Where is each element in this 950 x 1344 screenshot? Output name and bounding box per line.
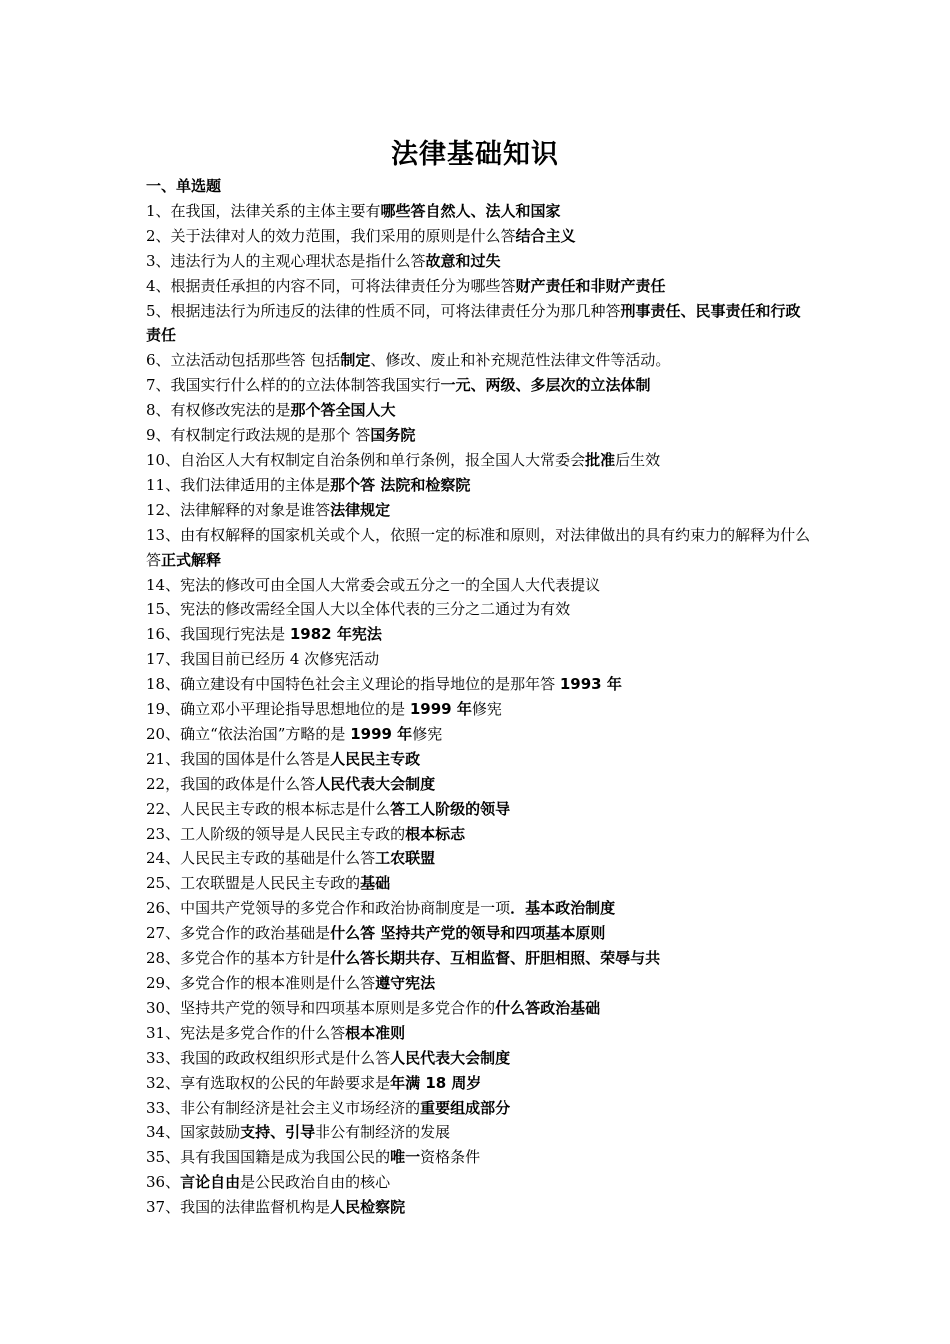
answer-text: 答工人阶级的领导 (390, 799, 511, 818)
question-text: 26、中国共产党领导的多党合作和政治协商制度是一项 (146, 899, 511, 918)
question-item (146, 672, 812, 697)
question-text: 11、我们法律适用的主体是 (146, 475, 331, 494)
answer-text: 什么答政治基础 (495, 998, 601, 1017)
question-item (146, 398, 812, 423)
question-text: 7、我国实行什么样的的立法体制答我国实行 (146, 376, 441, 395)
question-item (146, 1046, 812, 1071)
question-item (146, 1120, 812, 1145)
answer-text: 1993 年 (559, 675, 622, 694)
question-text: 2、关于法律对人的效力范围，我们采用的原则是什么答 (146, 226, 516, 245)
question-text: 4、根据责任承担的内容不同，可将法律责任分为哪些答 (146, 276, 516, 295)
question-text: 37、我国的法律监督机构是 (146, 1198, 331, 1217)
question-item (146, 348, 812, 373)
question-text: 3、违法行为人的主观心理状态是指什么答 (146, 251, 426, 270)
question-item (146, 373, 812, 398)
question-list (146, 174, 812, 1220)
question-text: 9、有权制定行政法规的是那个 答 (146, 426, 371, 445)
answer-text: 刑事责任、民事责任和行政责任 (146, 301, 801, 345)
question-text: 14、宪法的修改可由全国人大常委会或五分之一的全国人大代表提议 (146, 575, 601, 594)
question-item (146, 1021, 812, 1046)
question-item (146, 597, 812, 622)
question-item (146, 249, 812, 274)
question-text: 8、有权修改宪法的是 (146, 401, 291, 420)
answer-text: 遵守宪法 (375, 974, 436, 992)
question-text: 22、人民民主专政的根本标志是什么 (146, 799, 391, 818)
answer-text: 结合主义 (515, 226, 576, 245)
question-text: 15、宪法的修改需经全国人大以全体代表的三分之二通过为有效 (146, 600, 571, 619)
answer-text: 人民代表大会制度 (315, 774, 436, 793)
answer-text: 根本标志 (405, 824, 466, 843)
question-item (146, 622, 812, 647)
question-text: 21、我国的国体是什么答是 (146, 749, 331, 768)
answer-text: 什么答 坚持共产党的领导和四项基本原则 (330, 924, 606, 943)
question-text: 16、我国现行宪法是 (146, 625, 290, 644)
question-item (146, 996, 812, 1021)
question-text: 资格条件 (420, 1148, 481, 1167)
answer-text: 故意和过失 (425, 251, 501, 270)
question-item (146, 647, 812, 672)
section-heading: 一、单选题 (146, 177, 222, 195)
question-text: 13、由有权解释的国家机关或个人，依照一定的标准和原则，对法律做出的具有约束力的解释为什么答 (146, 525, 811, 569)
question-item (146, 1170, 812, 1195)
question-item (146, 871, 812, 896)
question-item (146, 971, 812, 996)
question-text: 5、根据违法行为所违反的法律的性质不同，可将法律责任分为那几种答 (146, 301, 621, 320)
items-container (146, 199, 812, 1220)
question-item (146, 224, 812, 249)
question-item (146, 822, 812, 847)
answer-text: 人民代表大会制度 (390, 1048, 511, 1067)
question-item (146, 498, 812, 523)
question-text: 23、工人阶级的领导是人民民主专政的 (146, 824, 406, 843)
question-text: 30、坚持共产党的领导和四项基本原则是多党合作的 (146, 998, 496, 1017)
question-text: 27、多党合作的政治基础是 (146, 924, 331, 943)
question-item (146, 797, 812, 822)
question-item (146, 473, 812, 498)
question-text: 修宪 (471, 700, 502, 719)
answer-text: 法律规定 (330, 500, 391, 519)
answer-text: 言论自由 (180, 1173, 241, 1192)
question-text: 34、国家鼓励 (146, 1123, 241, 1142)
question-text: 20、确立“依法治国”方略的是 (146, 724, 351, 743)
question-text: 17、我国目前已经历 4 次修宪活动 (146, 650, 380, 669)
question-item (146, 199, 812, 224)
answer-text: 唯一 (390, 1148, 421, 1167)
answer-text: 财产责任和非财产责任 (515, 276, 666, 295)
question-text: 25、工农联盟是人民民主专政的 (146, 874, 361, 893)
answer-text: 那个答 法院和检察院 (330, 475, 471, 494)
question-text: 28、多党合作的基本方针是 (146, 949, 331, 968)
question-text: 后生效 (615, 450, 661, 469)
answer-text: 一元、两级、多层次的立法体制 (440, 376, 651, 395)
question-text: 19、确立邓小平理论指导思想地位的是 (146, 700, 410, 719)
question-text: 1、在我国，法律关系的主体主要有 (146, 201, 381, 220)
page-title: 法律基础知识 (391, 139, 559, 170)
question-text: 33、我国的政政权组织形式是什么答 (146, 1048, 391, 1067)
answer-text: 重要组成部分 (420, 1098, 511, 1117)
answer-text: ．基本政治制度 (510, 899, 616, 918)
answer-text: 人民民主专政 (330, 749, 421, 768)
question-text: 31、宪法是多党合作的什么答 (146, 1023, 346, 1042)
question-item (146, 274, 812, 299)
question-item (146, 299, 812, 349)
question-text: 24、人民民主专政的基础是什么答 (146, 849, 376, 868)
answer-text: 批准 (585, 450, 616, 469)
question-text: 6、立法活动包括那些答 包括 (146, 351, 341, 370)
question-item (146, 423, 812, 448)
question-item (146, 448, 812, 473)
answer-text: 基础 (360, 874, 391, 893)
question-text: 29、多党合作的根本准则是什么答 (146, 974, 376, 992)
answer-text: 根本准则 (345, 1023, 406, 1042)
question-item (146, 1071, 812, 1096)
answer-text: 哪些答自然人、法人和国家 (380, 201, 561, 220)
question-text: 32、享有选取权的公民的年龄要求是 (146, 1073, 391, 1092)
question-text: 18、确立建设有中国特色社会主义理论的指导地位的是那年答 (146, 675, 560, 694)
question-item (146, 1145, 812, 1170)
question-item (146, 846, 812, 871)
question-text: 是公民政治自由的核心 (240, 1173, 391, 1192)
answer-text: 人民检察院 (330, 1198, 406, 1217)
question-text: 36、 (146, 1173, 181, 1192)
question-item (146, 573, 812, 598)
answer-text: 1999 年 (409, 700, 472, 719)
question-text: 10、自治区人大有权制定自治条例和单行条例，报全国人大常委会 (146, 450, 586, 469)
question-text: 非公有制经济的发展 (315, 1123, 451, 1142)
question-item (146, 1096, 812, 1121)
answer-text: 什么答长期共存、互相监督、肝胆相照、荣辱与共 (330, 949, 661, 968)
answer-text: 制定 (340, 351, 371, 370)
answer-text: 年满 18 周岁 (390, 1073, 482, 1092)
answer-text: 正式解释 (161, 550, 222, 569)
question-item (146, 697, 812, 722)
answer-text: 支持、引导 (240, 1123, 316, 1142)
question-item (146, 772, 812, 797)
answer-text: 工农联盟 (375, 849, 436, 868)
question-text: 12、法律解释的对象是谁答 (146, 500, 331, 519)
question-item (146, 896, 812, 921)
question-text: 22，我国的政体是什么答 (146, 774, 316, 793)
answer-text: 那个答全国人大 (290, 401, 396, 420)
question-item (146, 523, 812, 573)
answer-text: 1999 年 (350, 724, 413, 743)
question-item (146, 722, 812, 747)
question-text: 33、非公有制经济是社会主义市场经济的 (146, 1098, 421, 1117)
question-item (146, 747, 812, 772)
question-item (146, 1195, 812, 1220)
question-text: 、修改、废止和补充规范性法律文件等活动。 (370, 351, 671, 370)
question-text: 修宪 (412, 724, 443, 743)
question-item (146, 921, 812, 946)
question-item (146, 946, 812, 971)
question-text: 35、具有我国国籍是成为我国公民的 (146, 1148, 391, 1167)
answer-text: 国务院 (370, 426, 416, 445)
answer-text: 1982 年宪法 (289, 625, 382, 644)
